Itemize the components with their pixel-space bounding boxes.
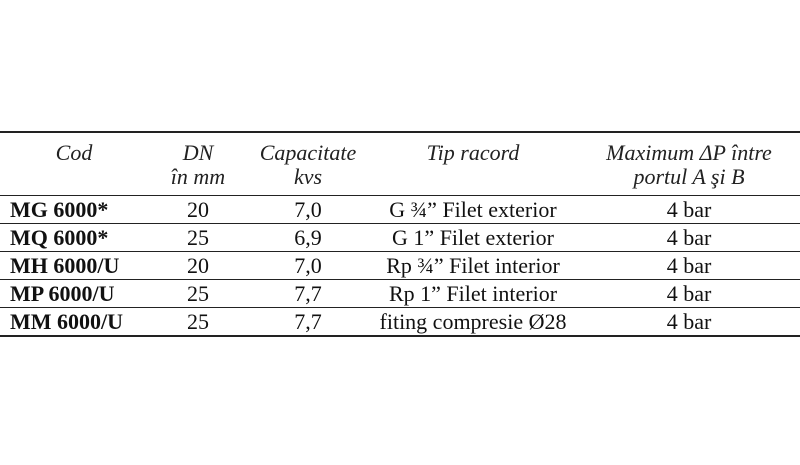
cell-capacitate: 7,7	[294, 281, 322, 306]
cell-cod: MH 6000/U	[10, 253, 120, 278]
table-header	[0, 132, 800, 196]
cell-dn: 20	[187, 197, 209, 222]
header-dn-line1: DN	[182, 140, 214, 165]
header-tip-racord	[368, 132, 578, 196]
spec-table-container	[0, 131, 800, 337]
header-capacitate	[248, 132, 368, 196]
header-cod	[0, 132, 148, 196]
cell-dn: 20	[187, 253, 209, 278]
header-maximum-dp-line2: portul A şi B	[633, 164, 745, 189]
cell-tip-racord: G ¾” Filet exterior	[389, 197, 557, 222]
header-tip-racord-line1: Tip racord	[426, 140, 520, 165]
table-row	[0, 196, 800, 224]
header-maximum-dp	[578, 132, 800, 196]
header-capacitate-line1: Capacitate	[259, 140, 357, 165]
cell-capacitate: 6,9	[294, 225, 322, 250]
table-body	[0, 196, 800, 337]
cell-capacitate: 7,0	[294, 197, 322, 222]
header-cod-line1: Cod	[55, 140, 93, 165]
cell-dn: 25	[187, 225, 209, 250]
cell-dn: 25	[187, 281, 209, 306]
cell-maximum-dp: 4 bar	[666, 309, 712, 334]
header-row	[0, 132, 800, 196]
table-row	[0, 308, 800, 337]
cell-cod: MP 6000/U	[10, 281, 115, 306]
cell-tip-racord: Rp 1” Filet interior	[388, 281, 558, 306]
cell-tip-racord: fiting compresie Ø28	[379, 309, 567, 334]
cell-maximum-dp: 4 bar	[666, 281, 712, 306]
cell-cod: MG 6000*	[10, 197, 109, 222]
cell-tip-racord: G 1” Filet exterior	[392, 225, 554, 250]
cell-maximum-dp: 4 bar	[666, 225, 712, 250]
header-capacitate-line2: kvs	[293, 164, 323, 189]
cell-cod: MQ 6000*	[10, 225, 109, 250]
header-dn-line2: în mm	[170, 164, 226, 189]
cell-maximum-dp: 4 bar	[666, 197, 712, 222]
table-row	[0, 280, 800, 308]
cell-cod: MM 6000/U	[10, 309, 124, 334]
cell-tip-racord: Rp ¾” Filet interior	[386, 253, 560, 278]
cell-dn: 25	[187, 309, 209, 334]
table-row	[0, 224, 800, 252]
cell-maximum-dp: 4 bar	[666, 253, 712, 278]
header-maximum-dp-line1: Maximum ΔP între	[606, 140, 772, 165]
header-dn	[148, 132, 248, 196]
cell-capacitate: 7,0	[294, 253, 322, 278]
table-row	[0, 252, 800, 280]
spec-table	[0, 131, 800, 337]
cell-capacitate: 7,7	[294, 309, 322, 334]
